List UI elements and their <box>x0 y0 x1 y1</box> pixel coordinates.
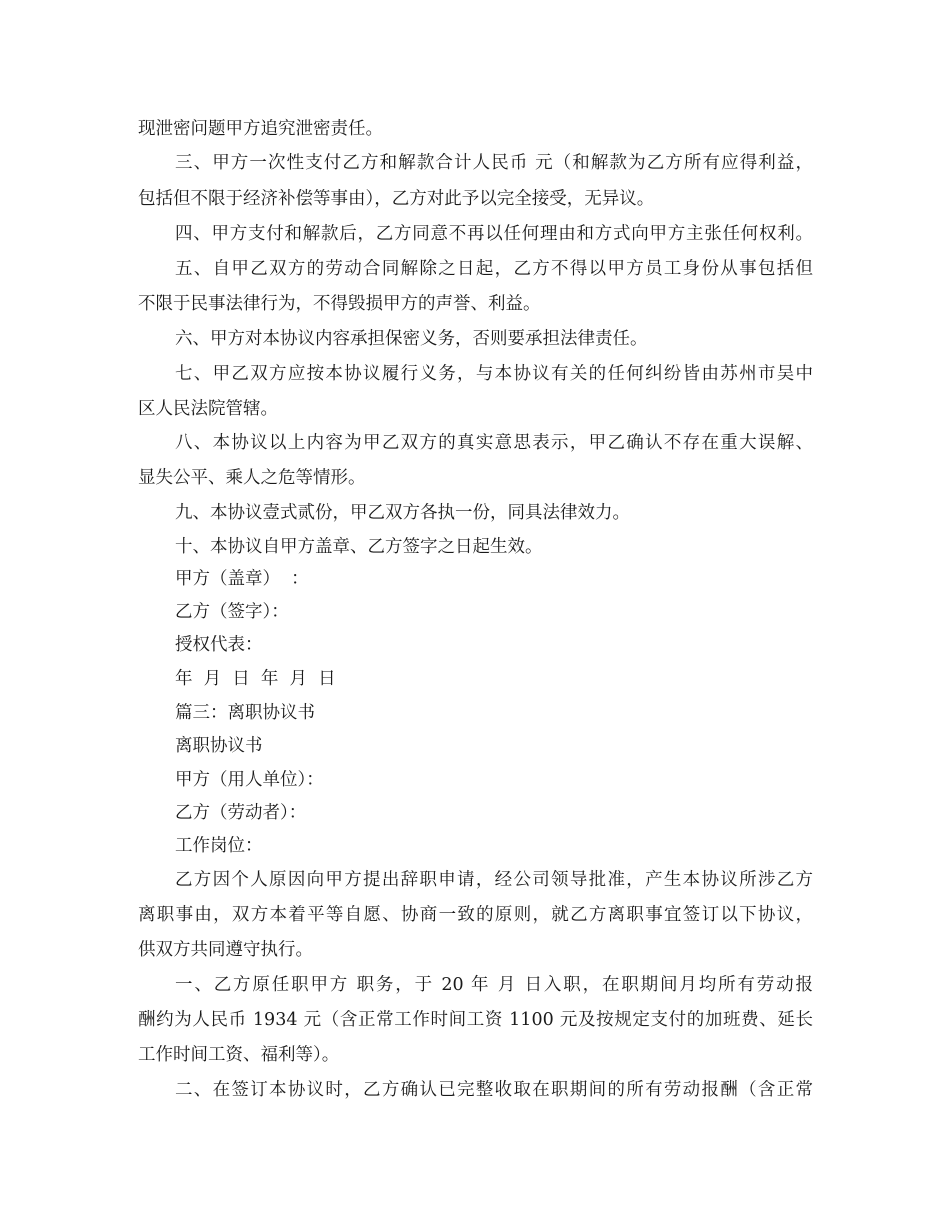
text-line: 供双方共同遵守执行。 <box>138 940 313 960</box>
text-line: 八、本协议以上内容为甲乙双方的真实意思表示，甲乙确认不存在重大误解、 <box>175 433 813 453</box>
text-line: 三、甲方一次性支付乙方和解款合计人民币 元（和解款为乙方所有应得利益， <box>175 153 813 173</box>
text-line: 二、在签订本协议时，乙方确认已完整收取在职期间的所有劳动报酬（含正常 <box>175 1080 813 1100</box>
text-line: 九、本协议壹式贰份，甲乙双方各执一份，同具法律效力。 <box>175 503 630 523</box>
party-a-field: 甲方（用人单位）： <box>175 770 324 790</box>
text-line: 四、甲方支付和解款后，乙方同意不再以任何理由和方式向甲方主张任何权利。 <box>175 224 813 244</box>
text-line: 离职事由，双方本着平等自愿、协商一致的原则，就乙方离职事宜签订以下协议， <box>138 905 813 925</box>
text-line: 一、乙方原任职甲方 职务，于 20 年 月 日入职，在职期间月均所有劳动报 <box>175 975 813 995</box>
signature-field-party-b: 乙方（签字）： <box>175 602 289 622</box>
text-line: 酬约为人民币 1934 元（含正常工作时间工资 1100 元及按规定支付的加班费、延长 <box>138 1010 813 1030</box>
text-line: 不限于民事法律行为，不得毁损甲方的声誉、利益。 <box>138 294 541 314</box>
job-position-field: 工作岗位： <box>175 836 263 856</box>
text-line: 五、自甲乙双方的劳动合同解除之日起，乙方不得以甲方员工身份从事包括但 <box>175 259 813 279</box>
section-heading: 篇三：离职协议书 <box>175 703 315 723</box>
text-line: 区人民法院管辖。 <box>138 399 278 419</box>
authorized-representative-field: 授权代表： <box>175 635 263 655</box>
text-line: 现泄密问题甲方追究泄密责任。 <box>138 119 383 139</box>
date-field: 年 月 日 年 月 日 <box>175 669 336 689</box>
text-line: 包括但不限于经济补偿等事由），乙方对此予以完全接受，无异议。 <box>138 189 655 209</box>
party-b-field: 乙方（劳动者）： <box>175 803 307 823</box>
text-line: 十、本协议自甲方盖章、乙方签字之日起生效。 <box>175 537 543 557</box>
document-title: 离职协议书 <box>175 736 263 756</box>
text-line: 六、甲方对本协议内容承担保密义务，否则要承担法律责任。 <box>175 329 648 349</box>
text-line: 七、甲乙双方应按本协议履行义务，与本协议有关的任何纠纷皆由苏州市吴中 <box>175 364 813 384</box>
text-line: 乙方因个人原因向甲方提出辞职申请，经公司领导批准，产生本协议所涉乙方 <box>175 870 813 890</box>
text-line: 工作时间工资、福利等）。 <box>138 1045 340 1065</box>
signature-field-party-a: 甲方（盖章） ： <box>175 569 309 589</box>
text-line: 显失公平、乘人之危等情形。 <box>138 468 366 488</box>
